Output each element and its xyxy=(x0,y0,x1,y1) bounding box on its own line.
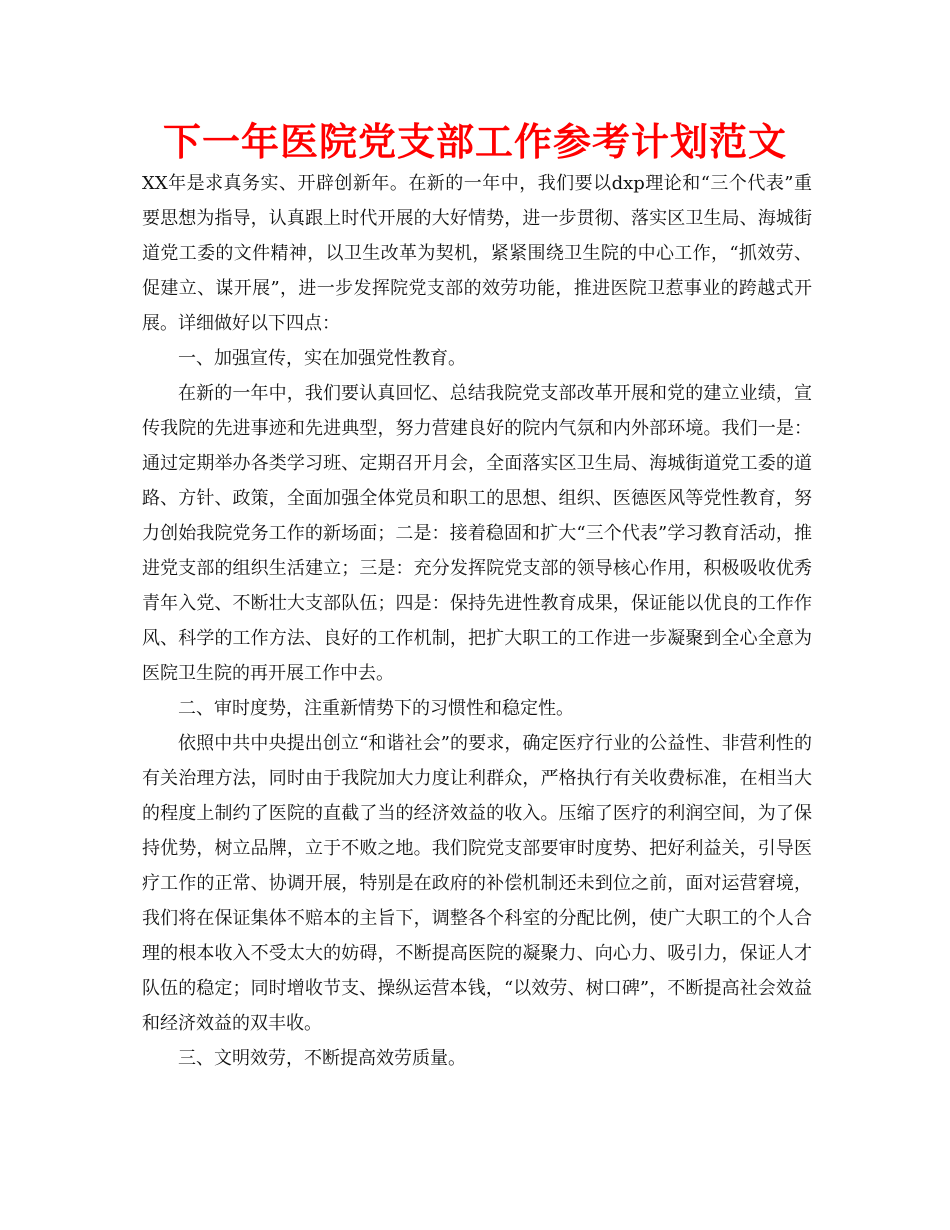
intro-paragraph: XX年是求真务实、开辟创新年。在新的一年中，我们要以dxp理论和“三个代表”重要思想为指导，认真跟上时代开展的大好情势，进一步贯彻、落实区卫生局、海城街道党工委的文件精神，以卫生改革为契机，紧紧围绕卫生院的中心工作，“抓效劳、促建立、谋开展”，进一步发挥院党支部的效劳功能，推进医院卫惹事业的跨越式开展。详细做好以下四点： xyxy=(142,173,812,334)
section-heading-2: 二、审时度势，注重新情势下的习惯性和稳定性。 xyxy=(178,698,574,719)
section-heading-3: 三、文明效劳，不断提高效劳质量。 xyxy=(178,1048,466,1069)
section-paragraph-1: 在新的一年中，我们要认真回忆、总结我院党支部改革开展和党的建立业绩，宣传我院的先进事迹和先进典型，努力营建良好的院内气氛和内外部环境。我们一是：通过定期举办各类学习班、定期召开月会，全面落实区卫生局、海城街道党工委的道路、方针、政策，全面加强全体党员和职工的思想、组织、医德医风等党性教育，努力创始我院党务工作的新场面；二是：接着稳固和扩大“三个代表”学习教育活动，推进党支部的组织生活建立；三是：充分发挥院党支部的领导核心作用，积极吸收优秀青年入党、不断壮大支部队伍；四是：保持先进性教育成果，保证能以优良的工作作风、科学的工作方法、良好的工作机制，把扩大职工的工作进一步凝聚到全心全意为医院卫生院的再开展工作中去。 xyxy=(142,383,812,684)
section-heading-1: 一、加强宣传，实在加强党性教育。 xyxy=(178,348,466,369)
section-paragraph-2: 依照中共中央提出创立“和谐社会”的要求，确定医疗行业的公益性、非营利性的有关治理方法，同时由于我院加大力度让利群众，严格执行有关收费标准，在相当大的程度上制约了医院的直截了当的经济效益的收入。压缩了医疗的利润空间，为了保持优势，树立品牌，立于不败之地。我们院党支部要审时度势、把好利益关，引导医疗工作的正常、协调开展，特别是在政府的补偿机制还未到位之前，面对运营窘境，我们将在保证集体不赔本的主旨下，调整各个科室的分配比例，使广大职工的个人合理的根本收入不受太大的妨碍，不断提高医院的凝聚力、向心力、吸引力，保证人才队伍的稳定；同时增收节支、操纵运营本钱，“以效劳、树口碑”，不断提高社会效益和经济效益的双丰收。 xyxy=(142,733,812,1034)
document-title: 下一年医院党支部工作参考计划范文 xyxy=(162,119,787,164)
document-body xyxy=(142,166,812,1076)
